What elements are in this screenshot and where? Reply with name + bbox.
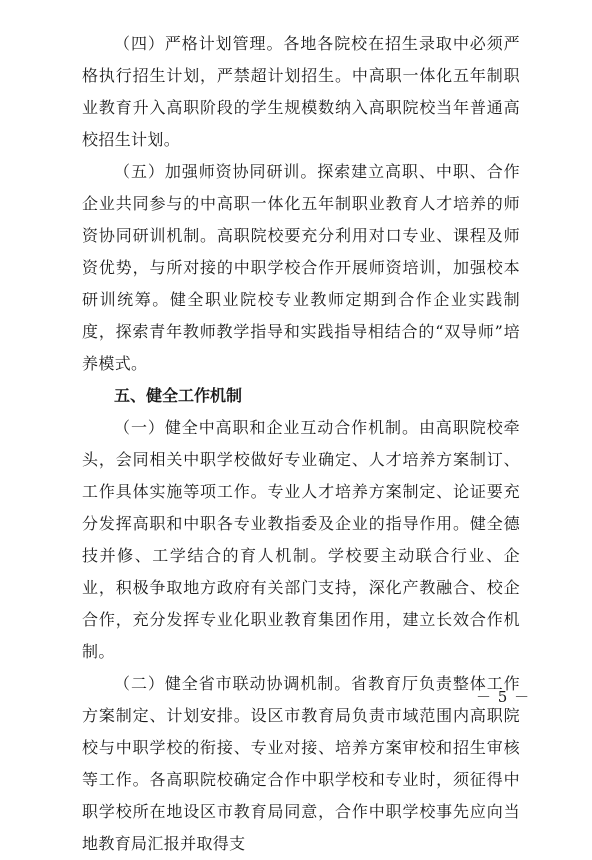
paragraph-coordination-mechanism: （二）健全省市联动协调机制。省教育厅负责整体工作方案制定、计划安排。设区市教育局负责市域范围内高职院校与中职学校的衔接、专业对接、培养方案审校和招生审核等工作。各高职院校确定合作中职学校和专业时，须征得中职学校所在地设区市教育局同意，合作中职学校事先应向当地教育局汇报并取得支 — [82, 674, 520, 853]
page-number: － 5 － — [476, 688, 531, 706]
section-heading: 五、健全工作机制 — [114, 386, 243, 405]
body-text — [82, 28, 520, 860]
paragraph-plan-management: （四）严格计划管理。各地各院校在招生录取中必须严格执行招生计划，严禁超计划招生。中高职一体化五年制职业教育升入高职阶段的学生规模数纳入高职院校当年普通高校招生计划。 — [82, 34, 520, 149]
paragraph-enterprise-cooperation: （一）健全中高职和企业互动合作机制。由高职院校牵头，会同相关中职学校做好专业确定、人才培养方案制订、工作具体实施等项工作。专业人才培养方案制定、论证要充分发挥高职和中职各专业教指委及企业的指导作用。健全德技并修、工学结合的育人机制。学校要主动联合行业、企业，积极争取地方政府有关部门支持，深化产教融合、校企合作，充分发挥专业化职业教育集团作用，建立长效合作机制。 — [82, 418, 520, 661]
paragraph-teacher-training: （五）加强师资协同研训。探索建立高职、中职、合作企业共同参与的中高职一体化五年制职业教育人才培养的师资协同研训机制。高职院校要充分利用对口专业、课程及师资优势，与所对接的中职学校合作开展师资培训，加强校本研训统筹。健全职业院校专业教师定期到合作企业实践制度，探索青年教师教学指导和实践指导相结合的“双导师”培养模式。 — [82, 162, 520, 373]
